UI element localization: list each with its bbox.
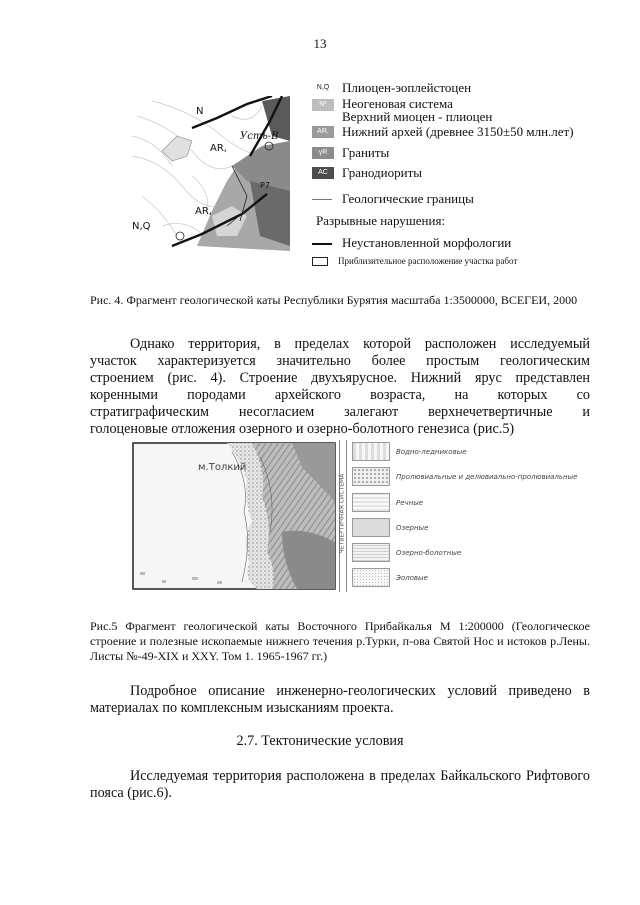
map-label-n: N xyxy=(196,106,204,117)
map-label-ust: Усть-В xyxy=(240,131,279,142)
legend-swatch: AR, xyxy=(312,126,334,138)
map-label-nq: N,Q xyxy=(132,221,151,232)
legend-label: Плиоцен-эоплейстоцен xyxy=(342,80,472,95)
paragraph-tectonics xyxy=(90,768,590,802)
text-line: голоценовые отложения озерного и озерно-болотного генезиса (рис.5) xyxy=(90,421,515,437)
legend5-swatch xyxy=(352,543,390,562)
legend-row-pliocene xyxy=(312,80,471,96)
legend-row-archean xyxy=(312,124,574,140)
legend5-swatch xyxy=(352,568,390,587)
legend5-label: Пролювиальные и делювиально-пролювиальные xyxy=(396,472,578,481)
page-number: 13 xyxy=(313,36,327,51)
legend-row-boundaries xyxy=(312,191,474,207)
figure4-caption: Рис. 4. Фрагмент геологической каты Республики Бурятия масштаба 1:3500000, ВСЕГЕИ, 2000 xyxy=(90,293,578,307)
legend-swatch: N² xyxy=(312,99,334,111)
legend-label: Приблизительное расположение участка работ xyxy=(338,256,518,266)
geologic-map-fig5 xyxy=(132,442,336,590)
thick-line-symbol xyxy=(312,243,332,245)
text-line: участок характеризуется значительно более простым геологическим xyxy=(90,353,590,369)
map-label-ar2: AR, xyxy=(195,206,212,217)
text-line: Однако территория, в пределах которой расположен исследуемый xyxy=(130,336,590,352)
strat-label: ЧЕТВЕРТИЧНАЯ СИСТЕМА xyxy=(338,473,346,554)
text-paragraph: Подробное описание инженерно-геологических условий приведено в материалах по комплексным изысканиям проекта. xyxy=(90,683,590,716)
geologic-map-fig4 xyxy=(132,96,290,251)
legend5-row xyxy=(352,518,428,537)
legend-label: Нижний архей (древнее 3150±50 млн.лет) xyxy=(342,124,574,139)
legend-fig5 xyxy=(352,440,612,592)
legend-row-faults xyxy=(312,235,511,251)
legend-faults-title: Разрывные нарушения: xyxy=(316,213,446,228)
legend5-swatch xyxy=(352,518,390,537)
legend5-row xyxy=(352,493,423,512)
legend-row-neogene xyxy=(312,97,492,123)
legend-sublabel: Верхний миоцен - плиоцен xyxy=(342,109,493,124)
text-paragraph: Исследуемая территория расположена в пределах Байкальского Рифтового пояса (рис.6). xyxy=(90,768,590,801)
legend-swatch: γR xyxy=(312,147,334,159)
legend5-swatch xyxy=(352,467,390,486)
paragraph-geology xyxy=(90,336,590,438)
legend5-row xyxy=(352,543,461,562)
legend5-label: Озерные xyxy=(396,523,429,532)
legend5-row xyxy=(352,568,428,587)
legend5-label: Водно-ледниковые xyxy=(396,447,467,456)
legend5-row xyxy=(352,442,467,461)
legend-label: Геологические границы xyxy=(342,191,474,206)
map-label-cape: м.Толкий xyxy=(198,462,247,473)
section-heading: 2.7. Тектонические условия xyxy=(236,733,404,749)
legend5-label: Озерно-болотные xyxy=(396,548,462,557)
legend-swatch: N,Q xyxy=(316,84,330,91)
legend-label: Граниты xyxy=(342,145,390,160)
legend5-label: Эоловые xyxy=(396,573,428,582)
legend5-row xyxy=(352,467,577,486)
figure5-caption: Рис.5 Фрагмент геологической каты Восточного Прибайкалья М 1:200000 (Геологическое строение и полезные ископаемые нижнего течения р.Турки, п-ова Святой Нос и истоков р.Лены. Листы №-49-XIX и XXY. Том 1. 1965-1967 гг.) xyxy=(90,619,590,663)
text-line: стратиграфическим несогласием залегают верхнечетвертичные и xyxy=(90,404,590,420)
legend-label: Гранодиориты xyxy=(342,165,422,180)
stratigraphic-column xyxy=(337,440,347,592)
text-line: коренными породами архейского возраста, на которых со xyxy=(90,387,590,403)
thin-line-symbol xyxy=(312,199,332,200)
site-box-symbol xyxy=(312,257,328,266)
legend-label: Неустановленной морфологии xyxy=(342,235,512,250)
legend5-swatch xyxy=(352,442,390,461)
legend-row-granites xyxy=(312,145,389,161)
text-line: строением (рис. 4). Строение двухъярусное. Нижний ярус представлен xyxy=(90,370,590,386)
legend-label: Неогеновая система xyxy=(342,96,453,111)
map-label-ar1: AR, xyxy=(210,143,227,154)
legend-swatch: AC xyxy=(312,167,334,179)
legend-row-site xyxy=(312,256,517,266)
paragraph-engineering xyxy=(90,683,590,717)
map-label-pz: P7 xyxy=(260,181,270,190)
legend-row-granodiorites xyxy=(312,165,422,181)
legend5-label: Речные xyxy=(396,498,424,507)
legend5-swatch xyxy=(352,493,390,512)
